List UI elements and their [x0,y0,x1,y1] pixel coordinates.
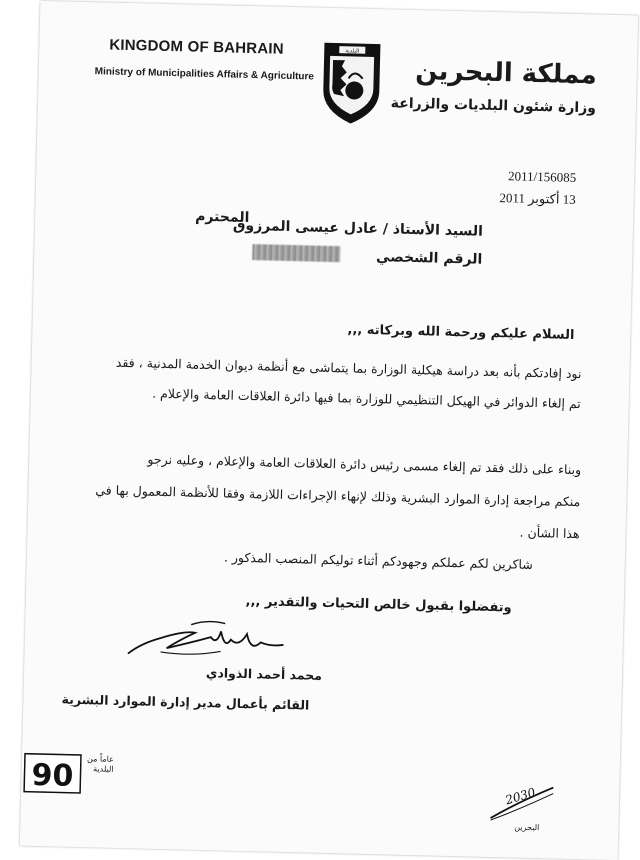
paragraph-2-line-1: وبناء على ذلك فقد تم إلغاء مسمى رئيس دائرة العلاقات العامة والإعلام ، وعليه نرجو [147,451,582,478]
honorific: المحترم [194,208,250,226]
anniversary-number: 90 [31,757,74,794]
emblem-label: البلدية [345,48,360,55]
anniversary-90-logo-icon [23,753,82,794]
paragraph-1-line-1: نود إفادتكم بأنه بعد دراسة هيكلية الوزارة بما يتماشى مع أنظمة ديوان الخدمة المدنية ، فقد [115,354,582,382]
redacted-personal-id [252,244,340,262]
arabic-subtitle: وزارة شئون البلديات والزراعة [390,95,597,117]
vision-label: البحرين [514,822,540,833]
greeting: السلام عليكم ورحمة الله وبركاته ,,, [347,322,575,343]
vision-number: 2030 [503,785,538,808]
addressee-line: السيد الأستاذ / عادل عيسى المرزوق [232,217,484,240]
letter-date: 13 أكتوبر 2011 [499,190,576,207]
paragraph-1-line-2: تم إلغاء الدوائر في الهيكل التنظيمي للوزارة بما فيها دائرة العلاقات العامة والإعلام . [152,385,581,412]
paragraph-2-line-3: هذا الشأن . [519,524,580,542]
closing-line: وتفضلوا بقبول خالص التحيات والتقدير ,,, [245,594,512,616]
english-title: KINGDOM OF BAHRAIN [109,36,284,58]
personal-id-label: الرقم الشخصي [375,249,483,268]
bahrain-2030-vision-icon [486,782,557,824]
letter-sheet [20,1,638,860]
arabic-title: مملكة البحرين [414,56,598,91]
signer-name: محمد أحمد الذوادي [205,665,323,683]
signature-icon [120,613,291,665]
ministry-emblem-icon [319,38,383,125]
paragraph-2-line-2: منكم مراجعة إدارة الموارد البشرية وذلك لإنهاء الإجراءات اللازمة وفقا للأنظمة المعمول بها في [95,482,581,510]
signer-title: القائم بأعمال مدير إدارة الموارد البشرية [61,691,310,713]
reference-number: 2011/156085 [507,168,577,185]
english-subtitle: Ministry of Municipalities Affairs & Agriculture [94,66,315,83]
anniversary-text: عاماً من البلدية [86,754,115,774]
paragraph-3: شاكرين لكم عملكم وجهودكم أثناء توليكم المنصب المذكور . [223,549,533,573]
